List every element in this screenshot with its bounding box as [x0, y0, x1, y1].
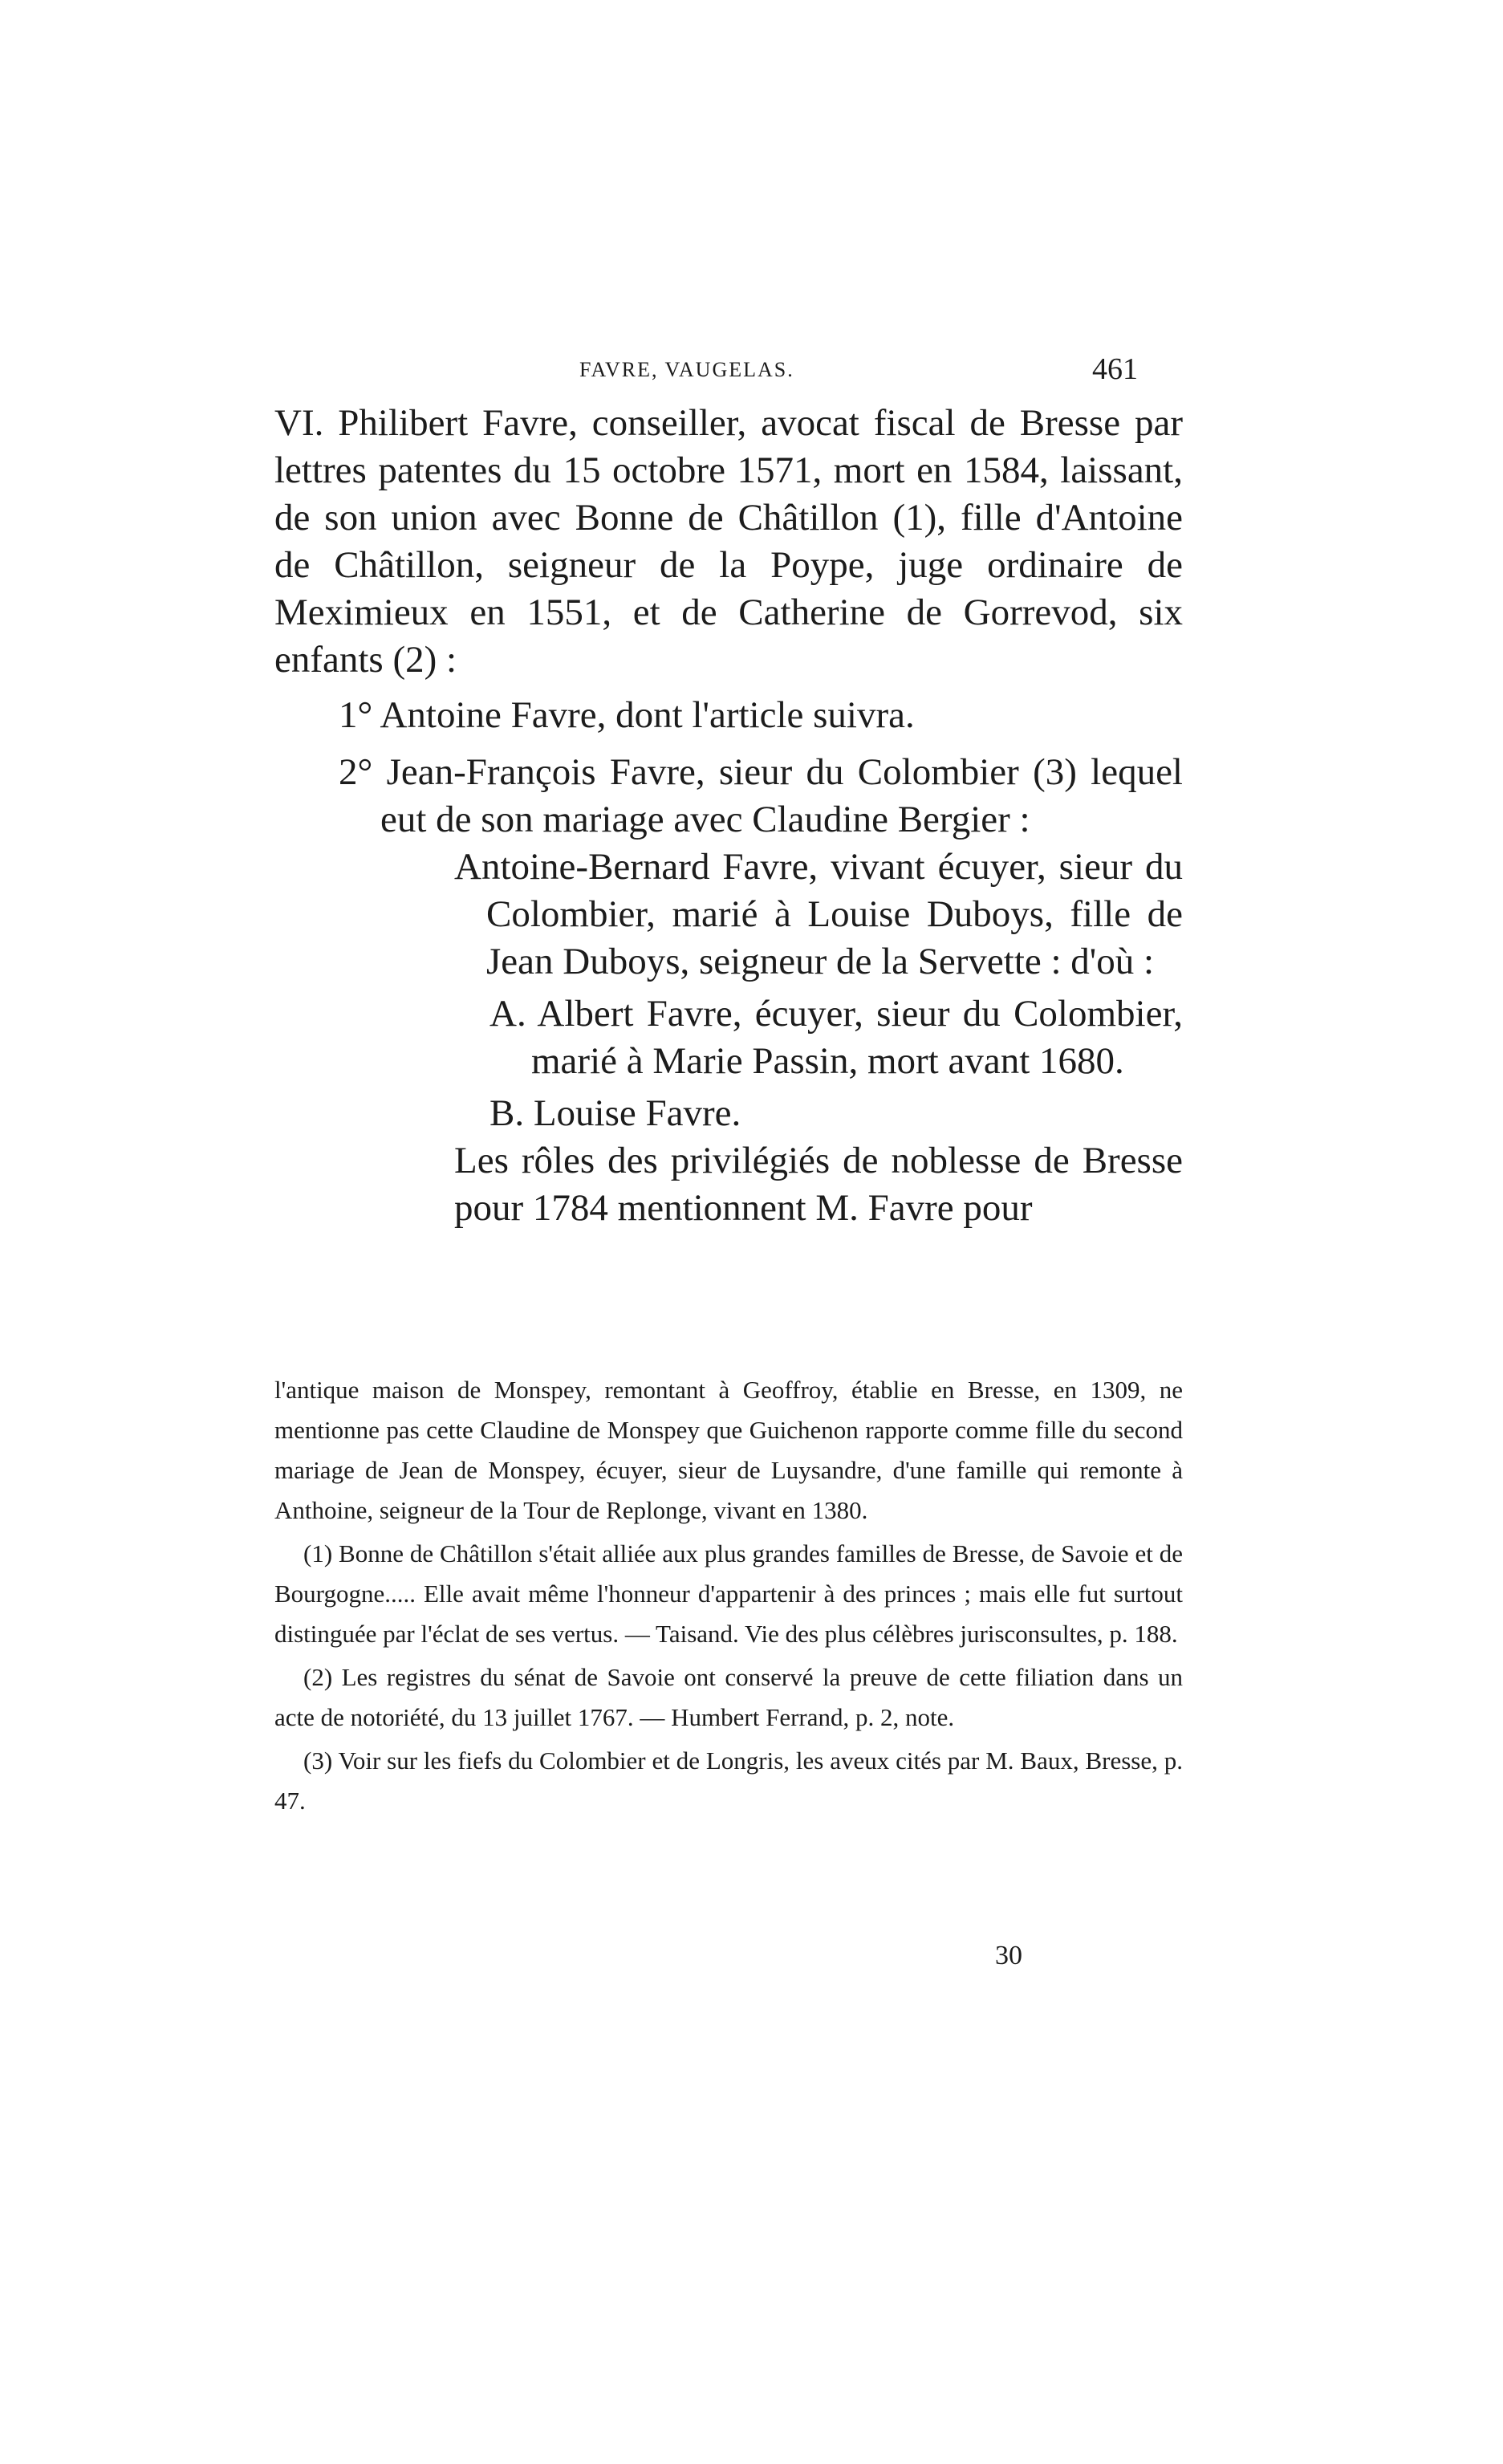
running-title: FAVRE, VAUGELAS.	[579, 358, 794, 381]
sub-entry-roles: Les rôles des privilégiés de noblesse de Bresse pour 1784 mentionnent M. Favre pour	[454, 1140, 1183, 1229]
paragraph-vi: VI. Philibert Favre, conseiller, avocat fiscal de Bresse par lettres patentes du 15 octobre 1571, mort en 1584, laissant, de son union avec Bonne de Châtillon (1), fille d'Antoine de Châtillon, seigneur de la Poype, juge ordinaire de Meximieux en 1551, et de Catherine de Gorrevod, six enfants (2) :	[274, 402, 1183, 681]
footnotes	[274, 1370, 1183, 1821]
sub-entry-b: B. Louise Favre.	[489, 1092, 741, 1134]
footnote-3: (3) Voir sur les fiefs du Colombier et de Longris, les aveux cités par M. Baux, Bresse, p. 47.	[274, 1746, 1183, 1815]
footnote-2: (2) Les registres du sénat de Savoie ont conservé la preuve de cette filiation dans un acte de notoriété, du 13 juillet 1767. — Humbert Ferrand, p. 2, note.	[274, 1663, 1183, 1731]
footnote-continuation: l'antique maison de Monspey, remontant à Geoffroy, établie en Bresse, en 1309, ne mentionne pas cette Claudine de Monspey que Guichenon rapporte comme fille du second mariage de Jean de Monspey, écuyer, sieur de Luysandre, d'une famille qui remonte à Anthoine, seigneur de la Tour de Replonge, vivant en 1380.	[274, 1376, 1183, 1524]
footnote-1: (1) Bonne de Châtillon s'était alliée aux plus grandes familles de Bresse, de Savoie et de Bourgogne..... Elle avait même l'honneur d'appartenir à des princes ; mais elle fut surtout distinguée par l'éclat de ses vertus. — Taisand. Vie des plus célèbres jurisconsultes, p. 188.	[274, 1539, 1183, 1648]
page-header	[313, 352, 1164, 400]
signature-mark: 30	[995, 1941, 1022, 1970]
list-item-2: 2° Jean-François Favre, sieur du Colombier (3) lequel eut de son mariage avec Claudine Bergier :	[339, 751, 1183, 840]
list-item-1: 1° Antoine Favre, dont l'article suivra.	[339, 694, 915, 736]
sub-entry-antoine-bernard: Antoine-Bernard Favre, vivant écuyer, sieur du Colombier, marié à Louise Duboys, fille de Jean Duboys, seigneur de la Servette : d'où :	[454, 846, 1183, 982]
page-number: 461	[1092, 352, 1138, 386]
main-text	[274, 400, 1183, 1232]
sub-entry-a: A. Albert Favre, écuyer, sieur du Colombier, marié à Marie Passin, mort avant 1680.	[489, 993, 1183, 1082]
